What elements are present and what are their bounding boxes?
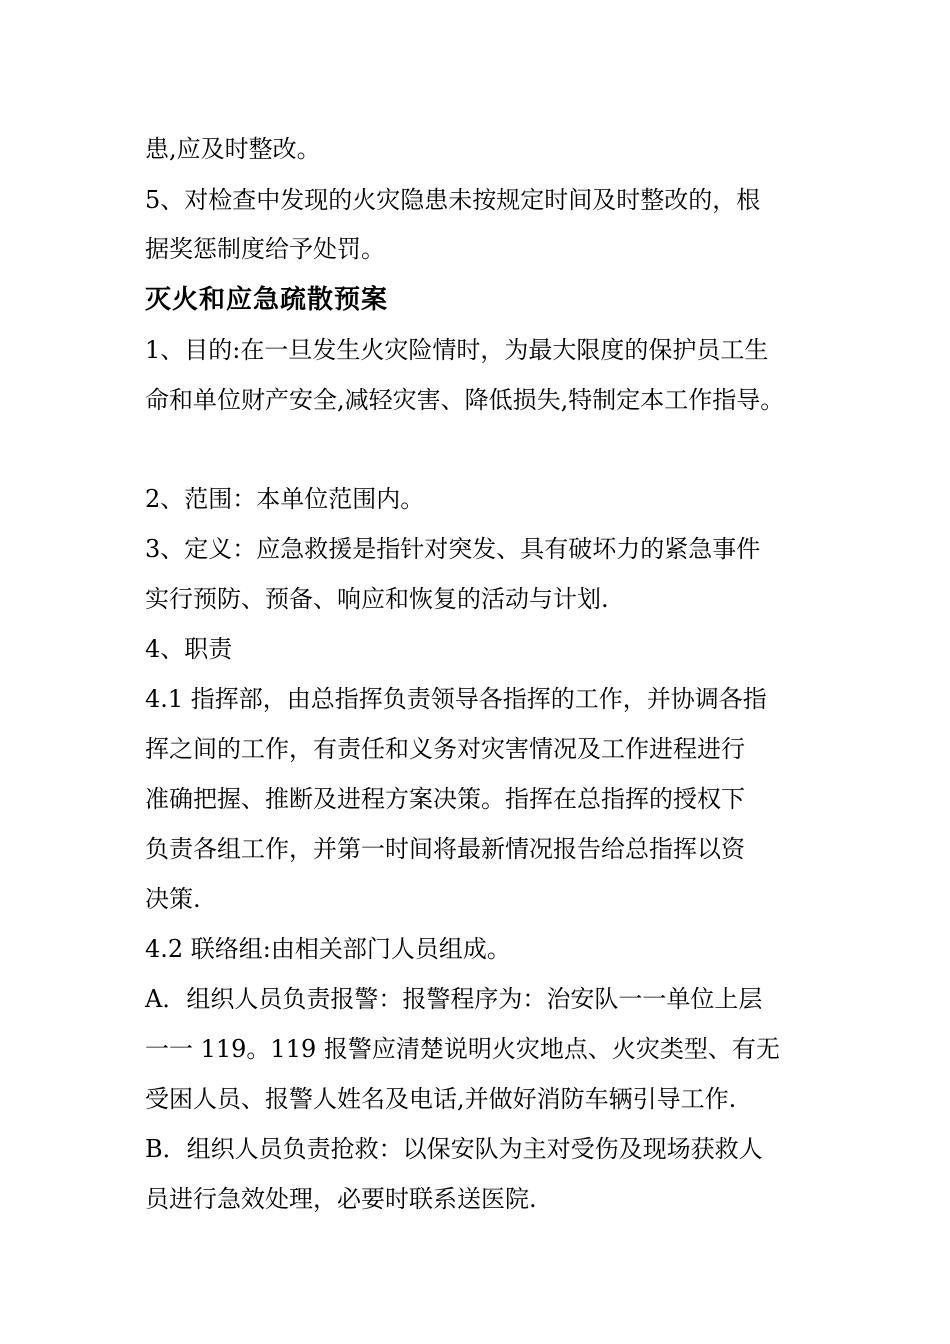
paragraph-line: 4.1 指挥部，由总指挥负责领导各指挥的工作，并协调各指 — [145, 685, 767, 713]
paragraph-line: 2、范围：本单位范围内。 — [145, 485, 425, 513]
paragraph-line: 4.2 联络组:由相关部门人员组成。 — [145, 935, 511, 963]
section-heading: 灭火和应急疏散预案 — [145, 285, 389, 315]
paragraph-line: 员进行急效处理，必要时联系送医院. — [145, 1185, 537, 1213]
paragraph-line: 实行预防、预备、响应和恢复的活动与计划. — [145, 585, 609, 613]
paragraph-line: 3、定义：应急救援是指针对突发、具有破坏力的紧急事件 — [145, 535, 761, 563]
paragraph-line: 据奖惩制度给予处罚。 — [145, 235, 385, 263]
paragraph-line: A．组织人员负责报警：报警程序为：治安队一一单位上层 — [145, 985, 763, 1013]
paragraph-line: 负责各组工作，并第一时间将最新情况报告给总指挥以资 — [145, 835, 745, 863]
paragraph-line: 命和单位财产安全,减轻灾害、降低损失,特制定本工作指导。 — [145, 386, 785, 414]
paragraph-line: 1、目的:在一旦发生火灾险情时，为最大限度的保护员工生 — [145, 336, 769, 364]
paragraph-line: 准确把握、推断及进程方案决策。指挥在总指挥的授权下 — [145, 785, 745, 813]
paragraph-line: 挥之间的工作，有责任和义务对灾害情况及工作进程进行 — [145, 735, 745, 763]
paragraph-line: 决策. — [145, 885, 201, 913]
paragraph-line: 一一 119。119 报警应清楚说明火灾地点、火灾类型、有无 — [145, 1035, 780, 1063]
paragraph-line: B．组织人员负责抢救：以保安队为主对受伤及现场获救人 — [145, 1135, 763, 1163]
paragraph-line: 患,应及时整改。 — [145, 135, 321, 163]
paragraph-line: 5、对检查中发现的火灾隐患未按规定时间及时整改的，根 — [145, 186, 761, 214]
paragraph-line: 4、职责 — [145, 635, 233, 663]
paragraph-line: 受困人员、报警人姓名及电话,并做好消防车辆引导工作. — [145, 1085, 737, 1113]
